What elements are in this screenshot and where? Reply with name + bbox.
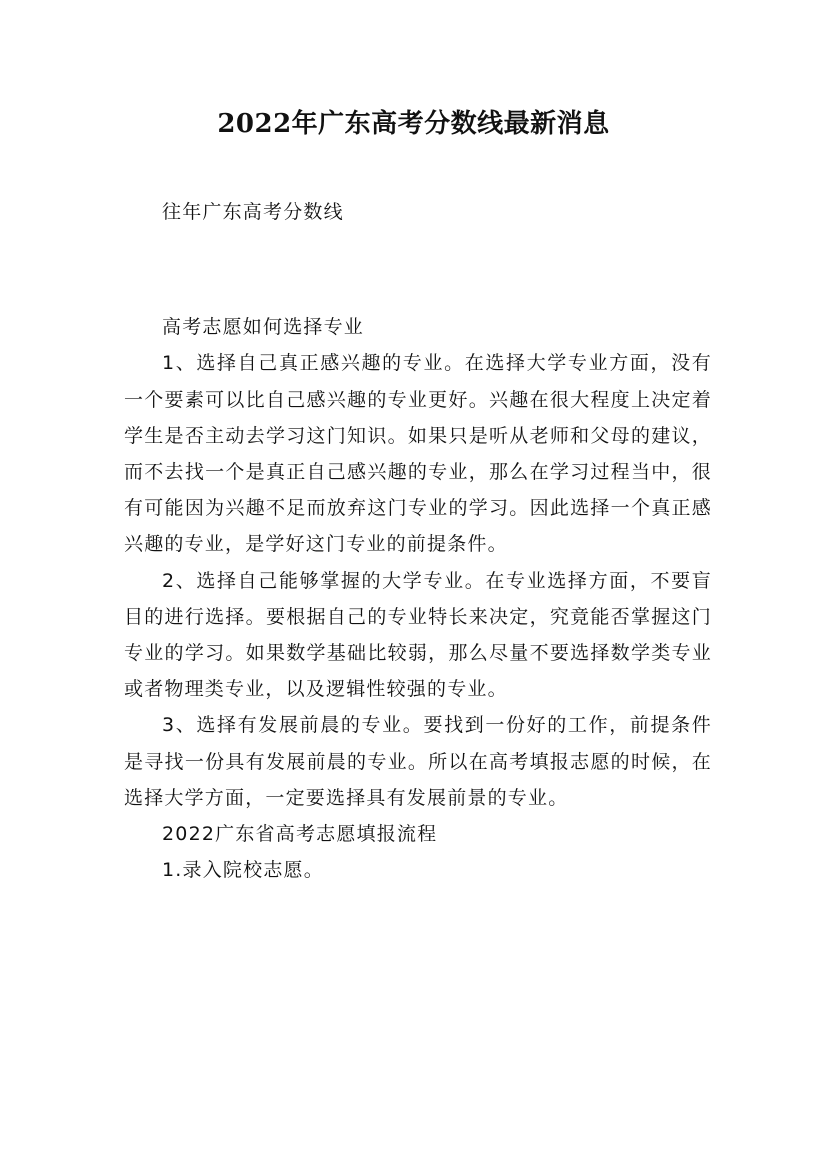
document-body	[124, 194, 712, 888]
paragraph-point-3: 3、选择有发展前晨的专业。要找到一份好的工作，前提条件是寻找一份具有发展前晨的专业。所以在高考填报志愿的时候，在选择大学方面，一定要选择具有发展前景的专业。	[124, 714, 712, 809]
paragraph-point-2: 2、选择自己能够掌握的大学专业。在专业选择方面，不要盲目的进行选择。要根据自己的专业特长来决定，究竟能否掌握这门专业的学习。如果数学基础比较弱，那么尽量不要选择数学类专业或者物理类专业，以及逻辑性较强的专业。	[124, 569, 712, 701]
paragraph-point-1: 1、选择自己真正感兴趣的专业。在选择大学专业方面，没有一个要素可以比自己感兴趣的专业更好。兴趣在很大程度上决定着学生是否主动去学习这门知识。如果只是听从老师和父母的建议，而不去找一个是真正自己感兴趣的专业，那么在学习过程当中，很有可能因为兴趣不足而放弃这门专业的学习。因此选择一个真正感兴趣的专业，是学好这门专业的前提条件。	[124, 352, 712, 556]
paragraph-step-1: 1.录入院校志愿。	[162, 859, 324, 882]
paragraph-previous-scores: 往年广东高考分数线	[162, 201, 344, 223]
document-title: 2022年广东高考分数线最新消息	[217, 109, 610, 139]
paragraph-heading-process: 2022广东省高考志愿填报流程	[162, 823, 438, 846]
blank-space	[124, 230, 712, 309]
paragraph-heading-major-choice: 高考志愿如何选择专业	[162, 316, 365, 339]
